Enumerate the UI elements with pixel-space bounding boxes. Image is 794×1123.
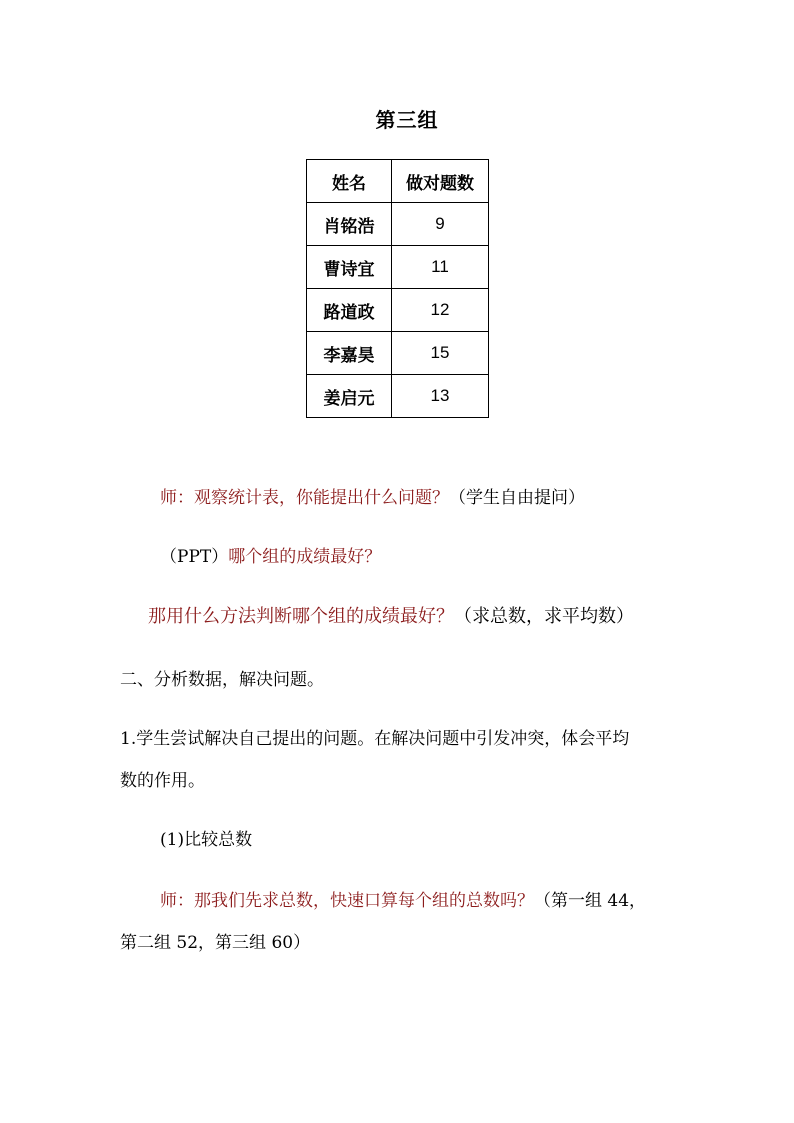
table-row <box>307 246 489 289</box>
table-header-row <box>307 160 489 203</box>
student-name: 曹诗宜 <box>307 246 392 289</box>
method-note: （求总数，求平均数） <box>454 606 634 627</box>
table-row <box>307 375 489 418</box>
method-question: 那用什么方法判断哪个组的成绩最好？ <box>148 606 454 627</box>
student-score: 11 <box>392 246 489 289</box>
student-score: 9 <box>392 203 489 246</box>
score-table <box>306 159 489 418</box>
paragraph-attempt-line1: 1.学生尝试解决自己提出的问题。在解决问题中引发冲突，体会平均 <box>120 729 630 749</box>
student-score: 12 <box>392 289 489 332</box>
ppt-label: （PPT） <box>160 547 229 567</box>
table-row <box>307 289 489 332</box>
total-question: 师：那我们先求总数，快速口算每个组的总数吗？ <box>160 891 534 911</box>
header-score: 做对题数 <box>392 160 489 203</box>
page-title: 第三组 <box>375 108 439 132</box>
table-row <box>307 332 489 375</box>
student-note: （学生自由提问） <box>449 488 585 508</box>
total-note-b: 第二组 52，第三组 60） <box>120 933 311 953</box>
header-name: 姓名 <box>307 160 392 203</box>
student-name: 肖铭浩 <box>307 203 392 246</box>
paragraph-teacher-question <box>160 486 585 510</box>
teacher-line: 师：观察统计表，你能提出什么问题？ <box>160 488 449 508</box>
student-name: 姜启元 <box>307 375 392 418</box>
total-note-a: （第一组 44， <box>534 891 647 911</box>
paragraph-total-question <box>160 889 646 913</box>
sub-heading: (1)比较总数 <box>160 830 253 850</box>
student-score: 15 <box>392 332 489 375</box>
student-name: 李嘉昊 <box>307 332 392 375</box>
paragraph-ppt-question <box>160 545 381 569</box>
paragraph-method-question <box>148 605 634 629</box>
student-name: 路道政 <box>307 289 392 332</box>
table-row <box>307 203 489 246</box>
ppt-question: 哪个组的成绩最好？ <box>228 547 382 567</box>
paragraph-attempt-line2: 数的作用。 <box>120 771 205 791</box>
student-score: 13 <box>392 375 489 418</box>
section-heading: 二、分析数据，解决问题。 <box>120 670 324 690</box>
